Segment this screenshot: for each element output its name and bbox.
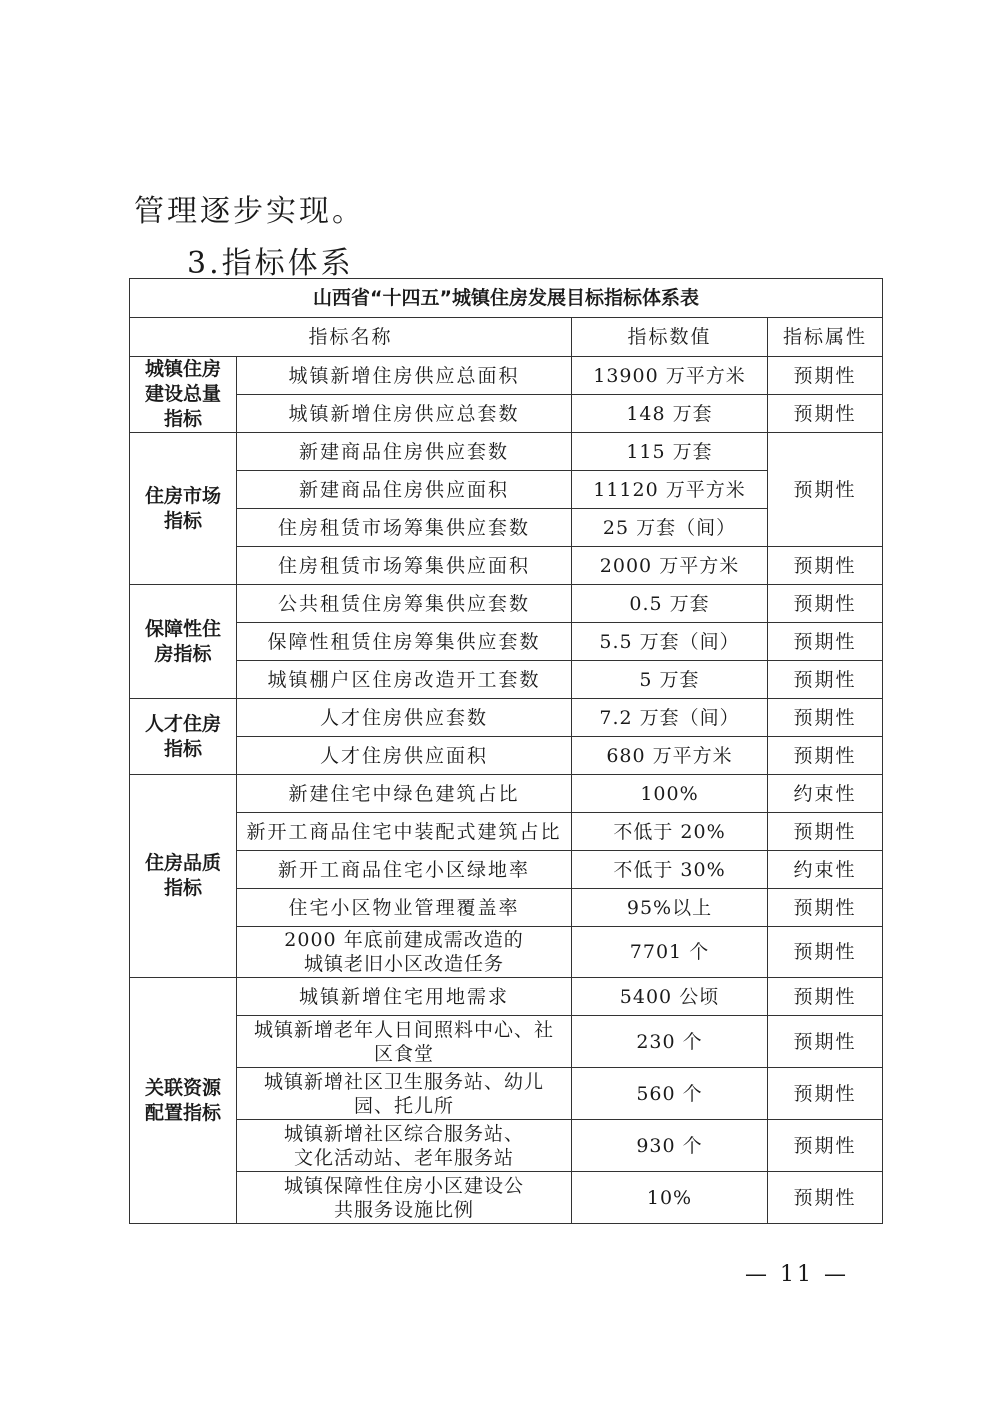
indicator-value: 5 万套	[572, 661, 768, 699]
category-label: 住房市场指标	[144, 484, 221, 532]
table-row	[130, 889, 883, 927]
category-label: 住房品质指标	[144, 852, 221, 899]
indicator-value: 100%	[572, 775, 768, 813]
header-attribute: 指标属性	[768, 318, 883, 357]
table-row	[130, 1120, 883, 1172]
indicator-attribute: 预期性	[768, 699, 883, 737]
indicator-name: 城镇新增住房供应总套数	[237, 395, 572, 433]
indicator-name-text: 城镇新增社区综合服务站、文化活动站、老年服务站	[283, 1122, 524, 1169]
table-row	[130, 1068, 883, 1120]
intro-text: 管理逐步实现。	[134, 194, 365, 229]
table-row	[130, 1016, 883, 1068]
indicator-attribute: 约束性	[768, 775, 883, 813]
table-row	[130, 699, 883, 737]
indicator-name	[237, 1068, 572, 1120]
indicator-name-text: 城镇新增社区卫生服务站、幼儿园、托儿所	[263, 1070, 544, 1117]
category-cell	[130, 775, 237, 978]
indicator-name-text: 城镇新增老年人日间照料中心、社区食堂	[254, 1018, 555, 1065]
indicator-attribute: 预期性	[768, 357, 883, 395]
indicator-name: 城镇新增住宅用地需求	[237, 978, 572, 1016]
indicator-name	[237, 1172, 572, 1224]
table-row	[130, 927, 883, 978]
indicator-value: 2000 万平方米	[572, 547, 768, 585]
indicator-name: 城镇棚户区住房改造开工套数	[237, 661, 572, 699]
category-label: 城镇住房建设总量指标	[144, 358, 221, 430]
table-row	[130, 661, 883, 699]
indicator-attribute: 预期性	[768, 395, 883, 433]
indicator-name: 新开工商品住宅中装配式建筑占比	[237, 813, 572, 851]
table-row	[130, 775, 883, 813]
indicator-value: 95%以上	[572, 889, 768, 927]
indicator-attribute: 预期性	[768, 1120, 883, 1172]
category-cell	[130, 978, 237, 1224]
table-row	[130, 623, 883, 661]
page-number: — 11 —	[745, 1262, 849, 1287]
indicator-name-text: 城镇保障性住房小区建设公共服务设施比例	[283, 1174, 524, 1221]
category-label: 保障性住房指标	[144, 617, 221, 665]
indicator-value: 不低于 20%	[572, 813, 768, 851]
indicator-attribute: 预期性	[768, 1068, 883, 1120]
indicator-name	[237, 1016, 572, 1068]
indicator-name: 住房租赁市场筹集供应套数	[237, 509, 572, 547]
indicator-name: 住宅小区物业管理覆盖率	[237, 889, 572, 927]
indicator-value: 10%	[572, 1172, 768, 1224]
table-row	[130, 851, 883, 889]
indicator-value: 230 个	[572, 1016, 768, 1068]
indicator-name: 新建商品住房供应面积	[237, 471, 572, 509]
section-heading: 3.指标体系	[187, 246, 354, 281]
indicator-value: 7701 个	[572, 927, 768, 978]
indicator-attribute: 预期性	[768, 889, 883, 927]
category-cell	[130, 433, 237, 585]
indicator-value: 13900 万平方米	[572, 357, 768, 395]
indicator-name-text: 2000 年底前建成需改造的城镇老旧小区改造任务	[284, 929, 524, 975]
header-name: 指标名称	[130, 318, 572, 357]
table-row	[130, 585, 883, 623]
indicator-attribute: 预期性	[768, 813, 883, 851]
indicator-value: 11120 万平方米	[572, 471, 768, 509]
indicator-value: 不低于 30%	[572, 851, 768, 889]
indicator-attribute: 预期性	[768, 433, 883, 547]
indicator-table	[129, 278, 883, 1224]
category-label: 人才住房指标	[144, 712, 221, 760]
indicator-value: 25 万套（间）	[572, 509, 768, 547]
indicator-attribute: 预期性	[768, 661, 883, 699]
table-row	[130, 547, 883, 585]
indicator-attribute: 预期性	[768, 927, 883, 978]
table-row	[130, 813, 883, 851]
indicator-name: 城镇新增住房供应总面积	[237, 357, 572, 395]
table-row	[130, 1172, 883, 1224]
category-cell	[130, 357, 237, 433]
indicator-name	[237, 927, 572, 978]
category-label: 关联资源配置指标	[144, 1076, 221, 1124]
table-title: 山西省“十四五”城镇住房发展目标指标体系表	[130, 279, 883, 318]
indicator-name: 新开工商品住宅小区绿地率	[237, 851, 572, 889]
table-row	[130, 978, 883, 1016]
indicator-attribute: 预期性	[768, 547, 883, 585]
indicator-name: 保障性租赁住房筹集供应套数	[237, 623, 572, 661]
indicator-attribute: 预期性	[768, 585, 883, 623]
indicator-value: 5400 公顷	[572, 978, 768, 1016]
category-cell	[130, 585, 237, 699]
indicator-value: 5.5 万套（间）	[572, 623, 768, 661]
indicator-attribute: 预期性	[768, 623, 883, 661]
indicator-value: 0.5 万套	[572, 585, 768, 623]
indicator-attribute: 预期性	[768, 737, 883, 775]
indicator-attribute: 约束性	[768, 851, 883, 889]
indicator-name: 住房租赁市场筹集供应面积	[237, 547, 572, 585]
indicator-attribute: 预期性	[768, 1016, 883, 1068]
indicator-name: 人才住房供应面积	[237, 737, 572, 775]
table-row	[130, 433, 883, 471]
table-row	[130, 737, 883, 775]
indicator-name: 人才住房供应套数	[237, 699, 572, 737]
indicator-value: 7.2 万套（间）	[572, 699, 768, 737]
category-cell	[130, 699, 237, 775]
indicator-attribute: 预期性	[768, 1172, 883, 1224]
indicator-value: 930 个	[572, 1120, 768, 1172]
indicator-name: 新建商品住房供应套数	[237, 433, 572, 471]
indicator-value: 148 万套	[572, 395, 768, 433]
table-row	[130, 395, 883, 433]
indicator-name	[237, 1120, 572, 1172]
indicator-name: 新建住宅中绿色建筑占比	[237, 775, 572, 813]
table-row	[130, 357, 883, 395]
header-value: 指标数值	[572, 318, 768, 357]
indicator-attribute: 预期性	[768, 978, 883, 1016]
indicator-value: 560 个	[572, 1068, 768, 1120]
indicator-name: 公共租赁住房筹集供应套数	[237, 585, 572, 623]
indicator-value: 115 万套	[572, 433, 768, 471]
indicator-value: 680 万平方米	[572, 737, 768, 775]
